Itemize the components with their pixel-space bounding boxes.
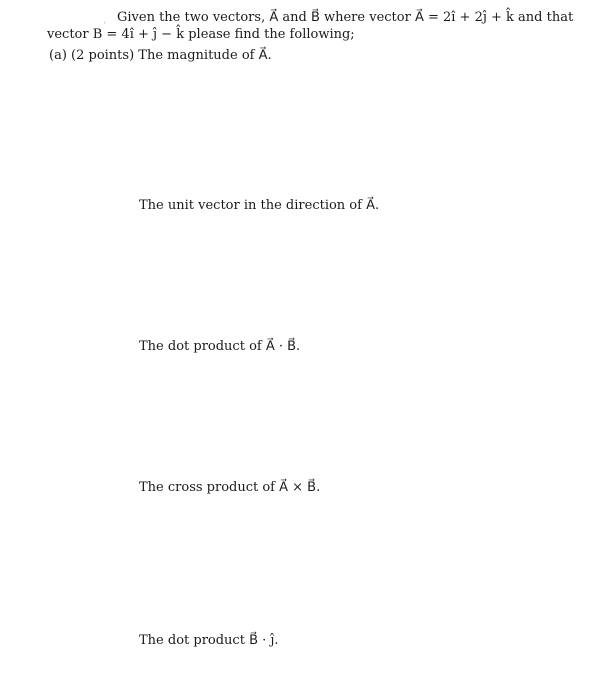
- part-a-magnitude: (a) (2 points) The magnitude of A⃗.: [49, 48, 272, 63]
- problem-intro-line-2: vector B = 4î + ĵ − k̂ please find the following;: [47, 27, 355, 42]
- part-dot-product-j: The dot product B⃗ · ĵ.: [139, 633, 279, 648]
- faint-marker: ,: [103, 13, 107, 26]
- part-unit-vector: The unit vector in the direction of A⃗.: [139, 198, 380, 213]
- problem-intro-line-1: Given the two vectors, A⃗ and B⃗ where vector A⃗ = 2î + 2ĵ + k̂ and that: [117, 10, 574, 25]
- part-cross-product: The cross product of A⃗ × B⃗.: [139, 480, 321, 495]
- part-dot-product: The dot product of A⃗ · B⃗.: [139, 339, 301, 354]
